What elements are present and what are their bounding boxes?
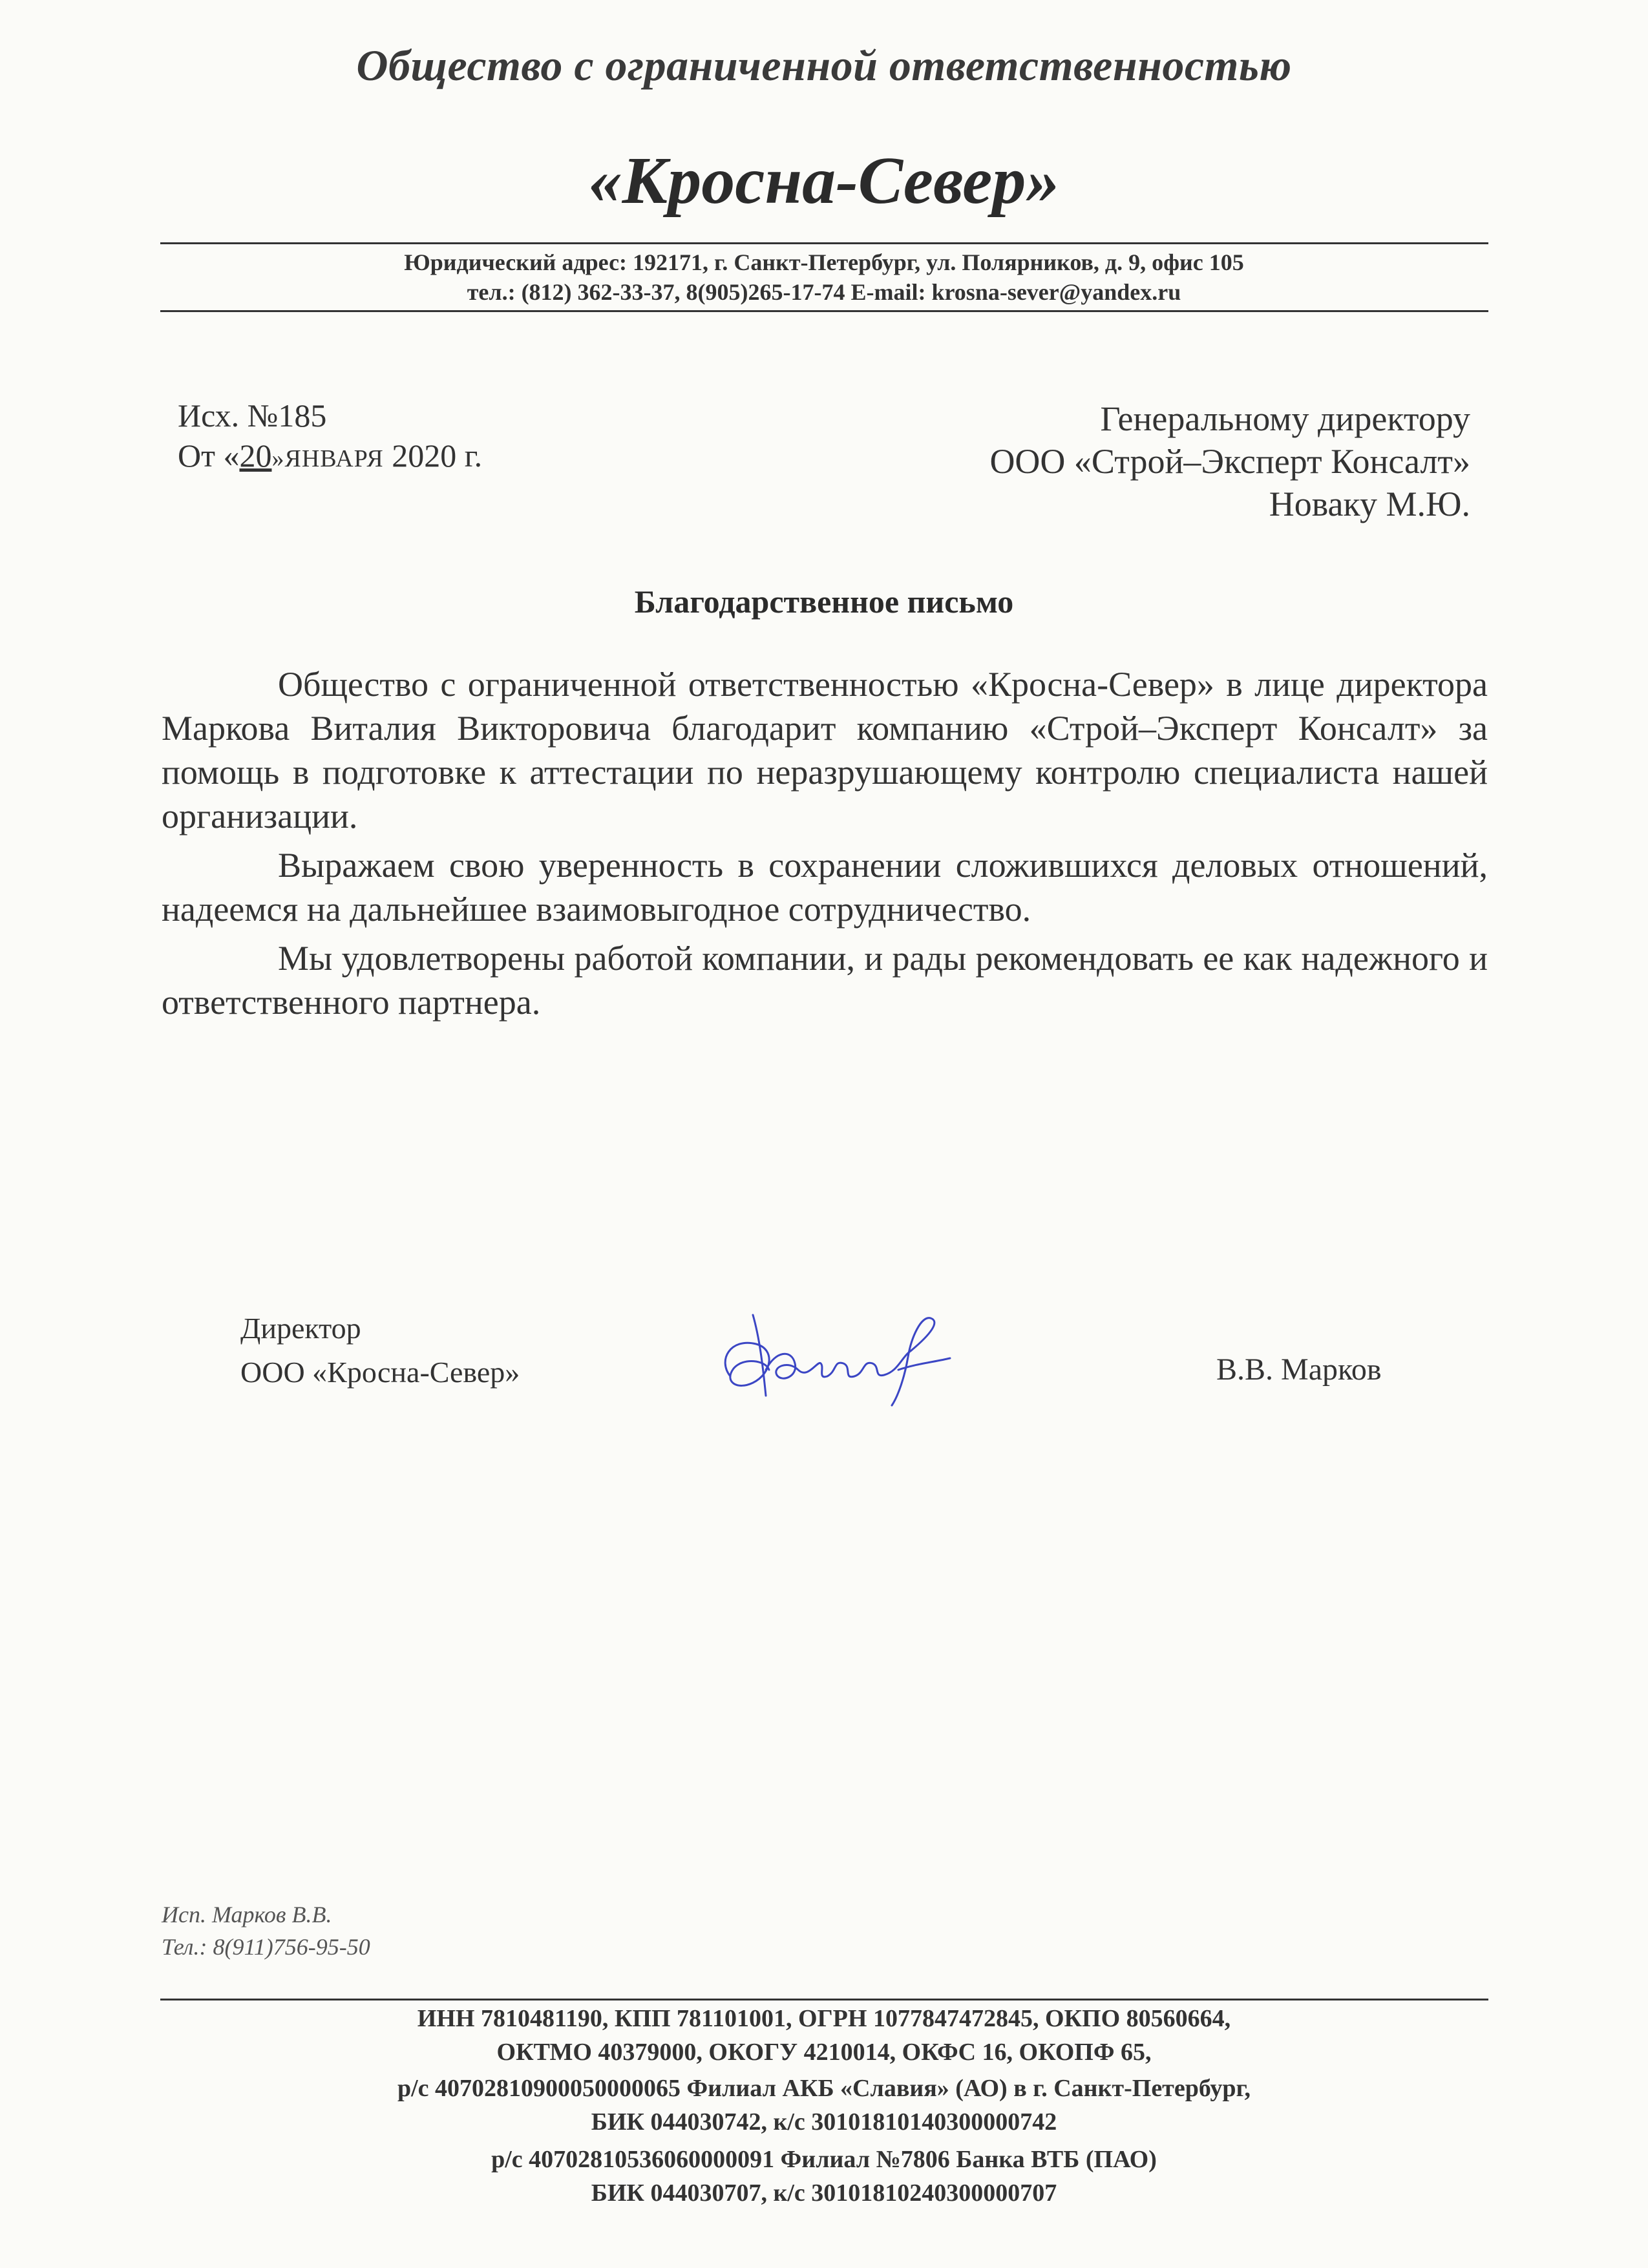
signatory-position: Директор bbox=[240, 1312, 361, 1345]
outgoing-info bbox=[178, 395, 482, 479]
date-month: »ЯНВАРЯ bbox=[271, 445, 384, 472]
outgoing-number: Исх. №185 bbox=[178, 397, 327, 434]
date-year: 2020 г. bbox=[383, 437, 483, 474]
signatory-block bbox=[240, 1307, 520, 1394]
footer-bank-2: р/с 40702810536060000091 Филиал №7806 Банка ВТБ (ПАО) bbox=[491, 2146, 1157, 2173]
footer-requisites-2: ОКТМО 40379000, ОКОГУ 4210014, ОКФС 16, ОКОПФ 65, bbox=[496, 2039, 1152, 2066]
recipient-organization: ООО «Строй–Эксперт Консалт» bbox=[989, 442, 1470, 481]
executor-phone: Тел.: 8(911)756-95-50 bbox=[162, 1934, 370, 1960]
signatory-name: В.В. Марков bbox=[1216, 1352, 1382, 1387]
contacts: тел.: (812) 362-33-37, 8(905)265-17-74 E-mail: krosna-sever@yandex.ru bbox=[467, 279, 1181, 305]
footer-bank-1-bik: БИК 044030742, к/с 30101810140300000742 bbox=[591, 2108, 1057, 2136]
recipient-block bbox=[989, 397, 1470, 525]
signatory-organization: ООО «Кросна-Север» bbox=[240, 1356, 520, 1389]
footer-bank-1: р/с 40702810900050000065 Филиал АКБ «Славия» (АО) в г. Санкт-Петербург, bbox=[397, 2075, 1251, 2102]
company-name: «Кросна-Север» bbox=[588, 143, 1060, 218]
recipient-name: Новаку М.Ю. bbox=[1269, 485, 1470, 523]
body-paragraph: Общество с ограниченной ответственностью «Кросна-Север» в лице директора Маркова Виталия Викторовича благодарит компанию «Строй–Эксперт Консалт» за помощь в подготовке к аттестации по неразрушающему контролю специалиста нашей организации. bbox=[162, 665, 1488, 835]
recipient-position: Генеральному директору bbox=[1100, 399, 1470, 438]
date-day: 20 bbox=[239, 437, 272, 474]
footer-divider bbox=[160, 1999, 1488, 2000]
body-paragraph: Выражаем свою уверенность в сохранении сложившихся деловых отношений, надеемся на дальнейшее взаимовыгодное сотрудничество. bbox=[162, 846, 1488, 929]
legal-address: Юридический адрес: 192171, г. Санкт-Петербург, ул. Полярников, д. 9, офис 105 bbox=[404, 249, 1244, 275]
header-divider-top bbox=[160, 242, 1488, 244]
footer-requisites-1: ИНН 7810481190, КПП 781101001, ОГРН 1077847472845, ОКПО 80560664, bbox=[417, 2005, 1231, 2032]
executor-name: Исп. Марков В.В. bbox=[162, 1902, 332, 1927]
footer-bank-2-bik: БИК 044030707, к/с 30101810240300000707 bbox=[591, 2179, 1057, 2207]
header-divider-bottom bbox=[160, 310, 1488, 312]
body-paragraph: Мы удовлетворены работой компании, и рады рекомендовать ее как надежного и ответственного партнера. bbox=[162, 939, 1488, 1022]
handwritten-signature bbox=[704, 1299, 976, 1409]
executor-block bbox=[162, 1898, 370, 1963]
letter-body bbox=[162, 662, 1488, 1029]
outgoing-date bbox=[178, 436, 482, 479]
letter-title: Благодарственное письмо bbox=[634, 583, 1014, 620]
date-prefix: От « bbox=[178, 437, 240, 474]
company-type: Общество с ограниченной ответственностью bbox=[356, 41, 1292, 90]
